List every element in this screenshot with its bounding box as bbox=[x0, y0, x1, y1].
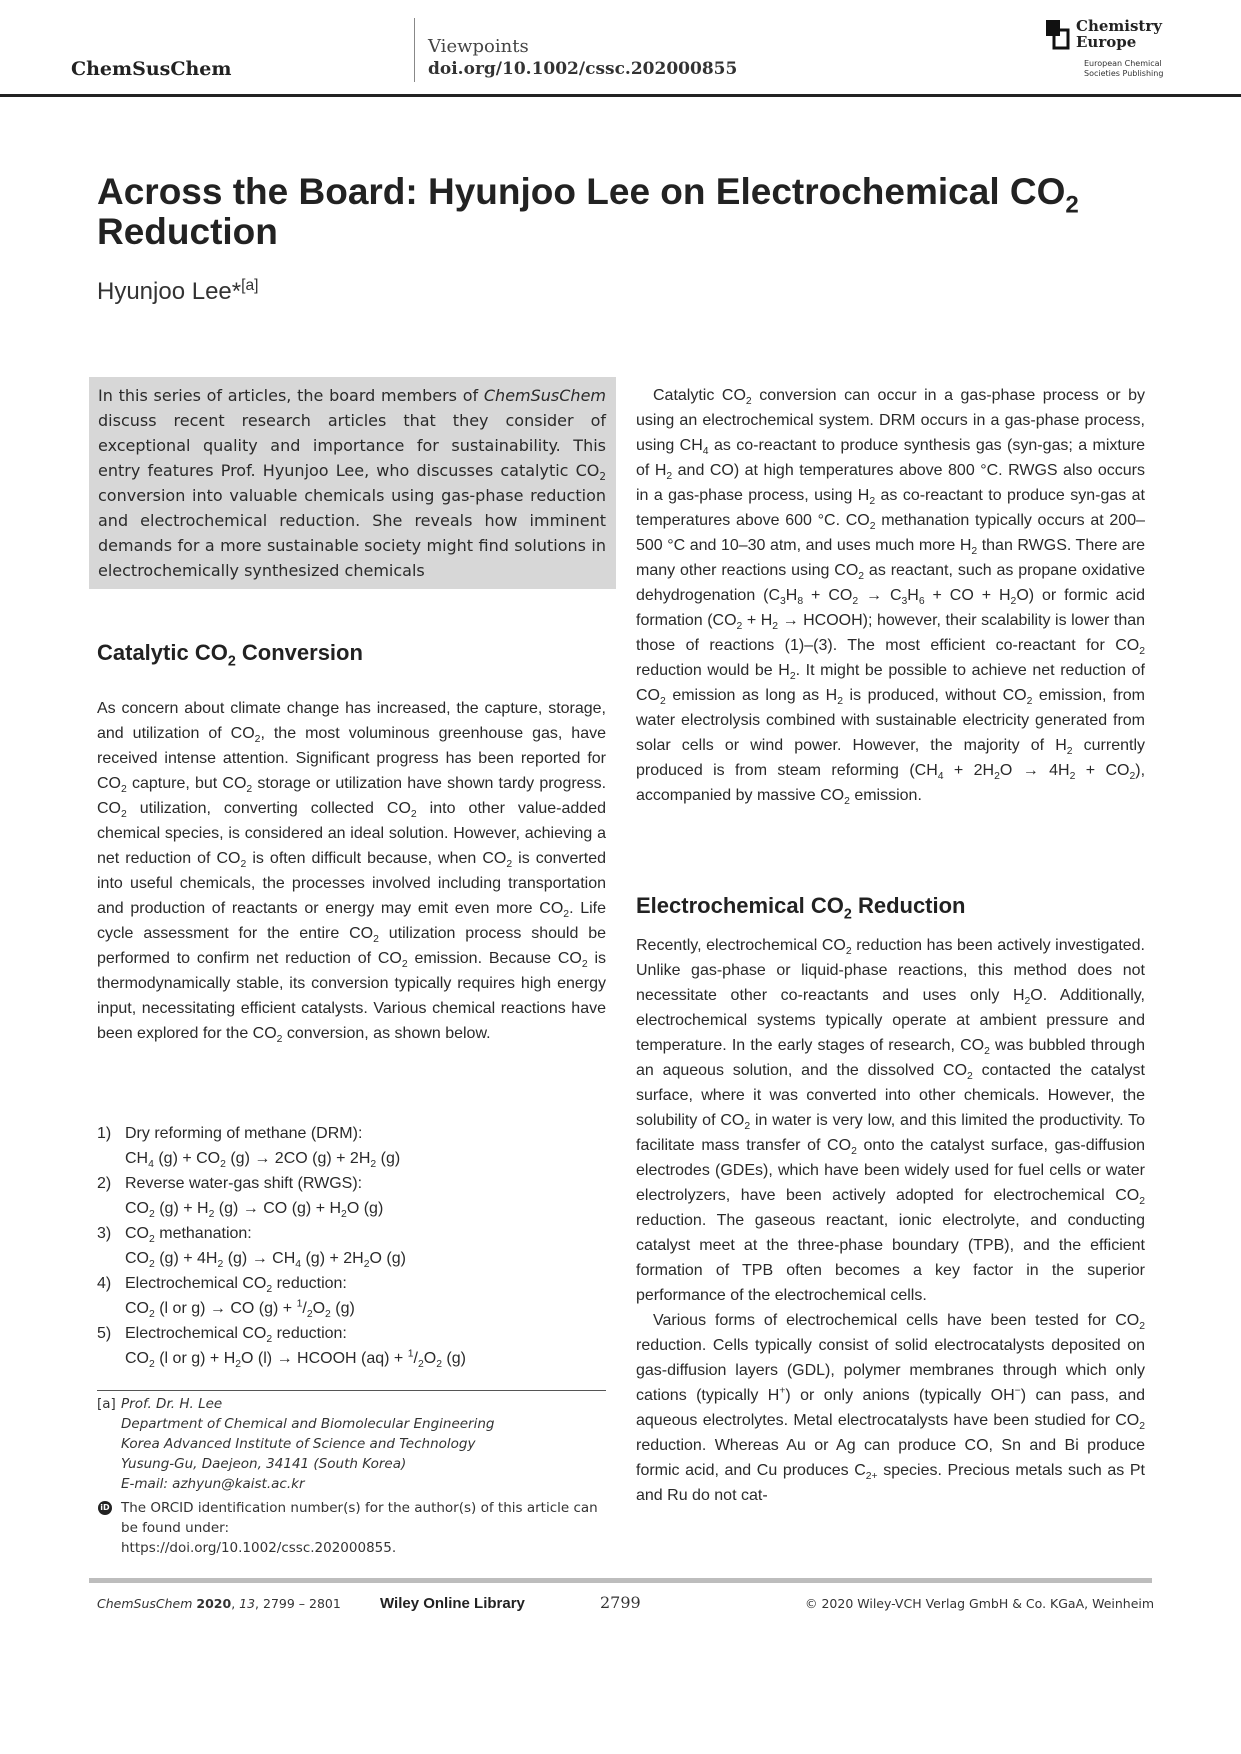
header-divider bbox=[414, 18, 415, 82]
section-body-catalytic: As concern about climate change has increased, the capture, storage, and utilization of $CO_2$, the most voluminous greenhouse gas, have received intense attention. Significant progress has been reported for $CO_2$ capture, but $CO_2$ storage or utilization have shown tardy progress. $CO_2$ utilization, converting collected $CO_2$ into other value-added chemical species, is considered an ideal solution. However, achieving a net reduction of $CO_2$ is often difficult because, when $CO_2$ is converted into useful chemicals, the processes involved including transportation and production of reactants or energy may emit even more $CO_2$. Life cycle assessment for the entire $CO_2$ utilization process should be performed to confirm net reduction of $CO_2$ emission. Because $CO_2$ is thermodynamically stable, its conversion typically requires high energy input, necessitating efficient catalysts. Various chemical reactions have been explored for the $CO_2$ conversion, as shown below. bbox=[97, 700, 607, 1046]
footer-citation: ChemSusChem 2020, 13, 2799 – 2801 bbox=[97, 1596, 341, 1611]
section-body-catalytic-continued: Catalytic $CO_2$ conversion can occur in a gas-phase process or by using an electrochemical system. DRM occurs in a gas-phase process, using $CH_4$ as co-reactant to produce synthesis gas (syn-gas; a mixture of $H_2$ and CO) at high temperatures above 800 °C. RWGS also occurs in a gas-phase process, using $H_2$ as co-reactant to produce syn-gas at temperatures above 600 °C. $CO_2$ methanation typically occurs at 200–500 °C and 10–30 atm, and uses much more $H_2$ than RWGS. There are many other reactions using $CO_2$ as reactant, such as propane oxidative dehydrogenation ($C_3H_8 + CO_2 \to C_3H_6$ + CO + $H_2O$) or formic acid formation ($CO_2 + H_2$ → HCOOH); however, their scalability is lower than those of reactions (1)–(3). The most efficient co-reactant for $CO_2$ reduction would be $H_2$. It might be possible to achieve net reduction of $CO_2$ emission as long as $H_2$ is produced, without $CO_2$ emission, from water electrolysis combined with sustainable electricity generated from solar cells or wind power. However, the majority of $H_2$ currently produced is from steam reforming $(CH_4 + 2H_2O \to 4H_2 + CO_2)$, accompanied by massive $CO_2$ emission. bbox=[636, 387, 1146, 808]
list-item: 3) $CO_2$ methanation: $CO_2$ $(g) + 4H_2$ $(g) \to CH_4$ $(g) + 2H_2O$ (g) bbox=[97, 1225, 406, 1271]
logo-line-2: Europe bbox=[1076, 33, 1137, 51]
logo-line-3: European Chemical bbox=[1084, 59, 1162, 68]
logo-line-1: Chemistry bbox=[1076, 17, 1162, 35]
list-item: 1) Dry reforming of methane (DRM): $CH_4$ $(g) + CO_2$ (g) → 2CO $(g) + 2H_2$ (g) bbox=[97, 1125, 401, 1171]
orcid-link[interactable]: https://doi.org/10.1002/cssc.202000855. bbox=[121, 1540, 397, 1556]
abstract-box bbox=[89, 377, 616, 589]
author-name: Hyunjoo Lee*[a] bbox=[97, 277, 259, 305]
abstract-text: In this series of articles, the board members of ChemSusChem discuss recent research articles that they consider of exceptional quality and importance for sustainability. This entry features Prof. Hyunjoo Lee, who discusses catalytic $CO_2$ conversion into valuable chemicals using gas-phase reduction and electrochemical reduction. She reveals how imminent demands for a more sustainable society might find solutions in electrochemically synthesized chemicals bbox=[98, 386, 606, 580]
wiley-online-library-link[interactable]: Wiley Online Library bbox=[380, 1595, 525, 1612]
author-footnote: [a] Prof. Dr. H. Lee Department of Chemical and Biomolecular Engineering Korea Advanced Institute of Science and Technology Yusung-Gu, Daejeon, 34141 (South Korea) E-mail: azhyun@kaist.ac.kr iD The ORCID identification number(s) for the author(s) of this article can be found under: https://doi.org/10.1002/cssc.202000855. bbox=[97, 1394, 606, 1558]
list-item: 2) Reverse water-gas shift (RWGS): $CO_2$ $(g) + H_2$ (g) → CO $(g) + H_2O$ (g) bbox=[97, 1175, 384, 1221]
header-rule bbox=[0, 94, 1241, 97]
journal-name: ChemSusChem bbox=[71, 58, 232, 80]
orcid-icon: iD bbox=[98, 1501, 112, 1515]
section-heading-electrochemical: Electrochemical $CO_2$ Reduction bbox=[636, 893, 966, 923]
author-email[interactable]: E-mail: azhyun@kaist.ac.kr bbox=[121, 1476, 305, 1492]
article-title: Across the Board: Hyunjoo Lee on Electrochemical $CO_2$ Reduction bbox=[97, 171, 1079, 252]
chemistry-europe-logo bbox=[1046, 18, 1176, 80]
doi-link[interactable]: doi.org/10.1002/cssc.202000855 bbox=[428, 59, 738, 79]
section-heading-catalytic: Catalytic $CO_2$ Conversion bbox=[97, 640, 363, 670]
footer-rule bbox=[89, 1578, 1152, 1583]
footer-copyright: © 2020 Wiley-VCH Verlag GmbH & Co. KGaA, Weinheim bbox=[805, 1596, 1155, 1611]
reaction-list bbox=[97, 1121, 606, 1371]
list-item: 5) Electrochemical $CO_2$ reduction: $CO_2$ (l or $g) + H_2O$ (l) → HCOOH $(aq) + ^1/_2O_2$ (g) bbox=[97, 1325, 466, 1371]
list-item: 4) Electrochemical $CO_2$ reduction: $CO_2$ (l or g) → CO $(g) + ^1/_2O_2$ (g) bbox=[97, 1275, 355, 1321]
logo-mark-icon bbox=[1046, 20, 1072, 50]
section-label: Viewpoints bbox=[428, 36, 529, 57]
footnote-rule bbox=[97, 1390, 606, 1391]
page-number: 2799 bbox=[600, 1593, 641, 1612]
logo-line-4: Societies Publishing bbox=[1084, 69, 1164, 78]
section-body-electrochemical: Recently, electrochemical $CO_2$ reduction has been actively investigated. Unlike gas-phase or liquid-phase reactions, this method does not necessitate other co-reactants and uses only $H_2O$. Additionally, electrochemical systems typically operate at ambient pressure and temperature. In the early stages of research, $CO_2$ was bubbled through an aqueous solution, and the dissolved $CO_2$ contacted the catalyst surface, where it was converted into other chemicals. However, the solubility of $CO_2$ in water is very low, and this limited the productivity. To facilitate mass transfer of $CO_2$ onto the catalyst surface, gas-diffusion electrodes (GDEs), which have been widely used for fuel cells or water electrolyzers, have been actively adopted for electrochemical $CO_2$ reduction. The gaseous reactant, ionic electrolyte, and conducting catalyst meet at the three-phase boundary (TPB), and the efficient formation of TPB often becomes a key factor in the superior performance of the electrochemical cells. Various forms of electrochemical cells have been tested for $CO_2$ reduction. Cells typically consist of solid electrocatalysts deposited on gas-diffusion layers (GDL), polymer membranes through which only cations (typically H+) or only anions (typically OH−) can pass, and aqueous electrolytes. Metal electrocatalysts have been studied for $CO_2$ reduction. Whereas Au or Ag can produce CO, Sn and Bi produce formic acid, and Cu produces $C_{2+}$ species. Precious metals such as Pt and Ru do not cat- bbox=[636, 937, 1146, 1504]
